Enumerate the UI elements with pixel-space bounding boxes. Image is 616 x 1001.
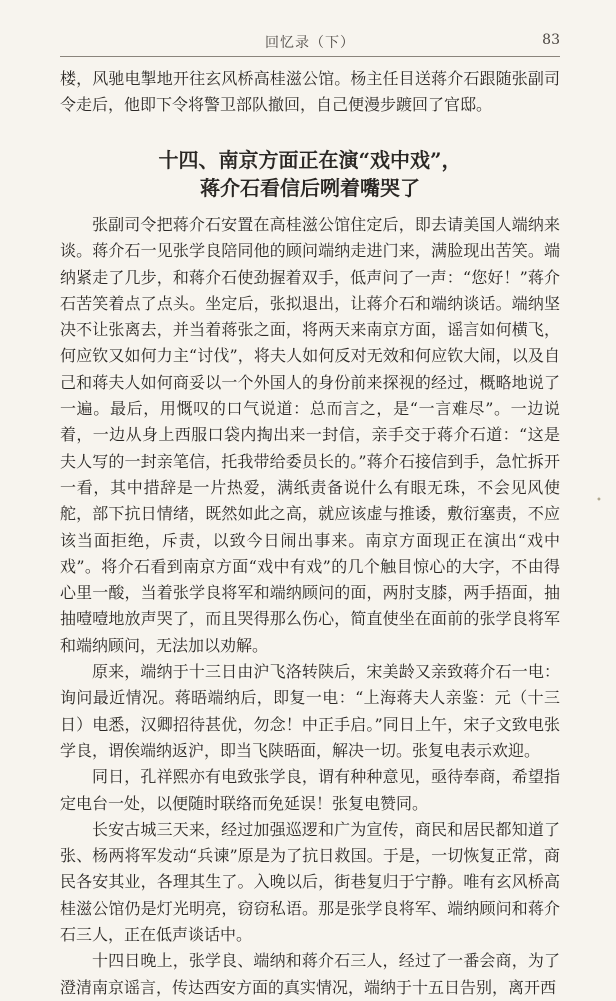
paragraph: 楼，风驰电掣地开往玄风桥高桂滋公馆。杨主任目送蒋介石跟随张副司令走后，他即下令将警卫部队撤回，自己便漫步踱回了官邸。: [60, 69, 560, 115]
margin-speck: •: [596, 495, 602, 506]
section-heading-line-2: 蒋介石看信后咧着嘴哭了: [200, 176, 420, 200]
paragraph: 张副司令把蒋介石安置在高桂滋公馆住定后，即去请美国人端纳来谈。蒋介石一见张学良陪同他的顾问端纳走进门来，满脸现出苦笑。端纳紧走了几步，和蒋介石使劲握着双手，低声问了一声：“您好！”蒋介石苦笑着点了点头。坐定后，张拟退出，让蒋介石和端纳谈话。端纳坚决不让张离去，并当着蒋张之面，将两天来南京方面，谣言如何横飞，何应钦又如何力主“讨伐”，将夫人如何反对无效和何应钦大闹，以及自己和蒋夫人如何商妥以一个外国人的身份前来探视的经过，概略地说了一遍。最后，用慨叹的口气说道：总而言之，是“一言难尽”。一边说着，一边从身上西服口袋内掏出来一封信，亲手交于蒋介石道：“这是夫人写的一封亲笔信，托我带给委员长的。”蒋介石接信到手，急忙拆开一看，其中措辞是一片热爱，满纸责备说什么有眼无珠，不会见风使舵，部下抗日情绪，既然如此之高，就应该虚与推诿，敷衍塞责，不应该当面拒绝，斥责，以致今日闹出事来。南京方面现正在演出“戏中戏”。将介石看到南京方面“戏中有戏”的几个触目惊心的大字，不由得心里一酸，当着张学良将军和端纳顾问的面，两肘支膝，两手捂面，抽抽噎噎地放声哭了，而且哭得那么伤心，简直使坐在面前的张学良将军和端纳顾问，无法加以劝解。: [60, 215, 560, 655]
header-rule: [60, 56, 560, 57]
running-header-title: 回忆录（下）: [265, 35, 355, 51]
section-heading: [60, 146, 560, 202]
page-number: 83: [542, 32, 560, 48]
paragraph: 同日，孔祥熙亦有电致张学良，谓有种种意见，亟待奉商，希望指定电台一处，以便随时联络而免延误！张复电赞同。: [60, 767, 560, 813]
section-heading-line-1: 十四、南京方面正在演“戏中戏”，: [158, 148, 462, 172]
paragraph: 十四日晚上，张学良、端纳和蒋介石三人，经过了一番会商，为了澄清南京谣言，传达西安方面的真实情况，端纳于十五日告别，离开西: [60, 951, 560, 997]
running-header: [60, 30, 560, 52]
body-text-top: [60, 66, 560, 119]
paragraph: 长安古城三天来，经过加强巡逻和广为宣传，商民和居民都知道了张、杨两将军发动“兵谏”原是为了抗日救国。于是，一切恢复正常，商民各安其业，各理其生了。入晚以后，街巷复归于宁静。唯有玄风桥高桂滋公馆仍是灯光明亮，窃窃私语。那是张学良将军、端纳顾问和蒋介石三人，正在低声谈话中。: [60, 819, 560, 945]
body-text-main: [60, 212, 560, 1001]
paragraph: 原来，端纳于十三日由沪飞洛转陕后，宋美龄又亲致蒋介石一电：询问最近情况。蒋晤端纳后，即复一电：“上海蒋夫人亲鉴：元（十三日）电悉，汉卿招待甚优，勿念！中正手启。”同日上午，宋子文致电张学良，谓俟端纳返沪，即当飞陕晤面，解决一切。张复电表示欢迎。: [60, 662, 560, 760]
